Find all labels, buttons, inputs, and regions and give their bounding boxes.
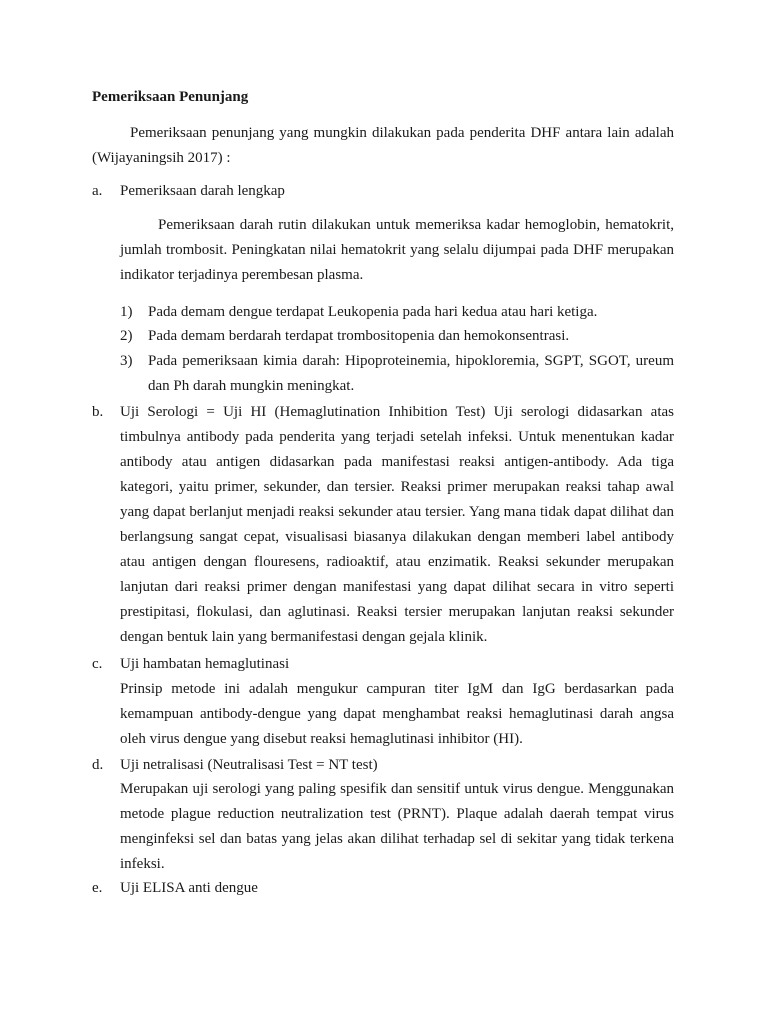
item-c-letter: c. bbox=[92, 656, 103, 672]
list-item-2-number: 2) bbox=[120, 328, 133, 344]
list-item-3-number: 3) bbox=[120, 353, 133, 369]
item-c-body: Prinsip metode ini adalah mengukur campuran titer IgM dan IgG berdasarkan pada kemampuan antibody-dengue yang dapat menghambat reaksi hemaglutinasi darah angsa oleh virus dengue yang disebut reaksi hemaglutinasi inhibitor (HI). bbox=[120, 681, 674, 747]
list-item-1-number: 1) bbox=[120, 304, 133, 320]
item-a-title: Pemeriksaan darah lengkap bbox=[120, 183, 285, 199]
list-item-2-text: Pada demam berdarah terdapat trombositopenia dan hemokonsentrasi. bbox=[148, 328, 570, 344]
item-e-title: Uji ELISA anti dengue bbox=[120, 880, 258, 896]
item-d-title: Uji netralisasi (Neutralisasi Test = NT test) bbox=[120, 757, 378, 773]
item-d-letter: d. bbox=[92, 757, 104, 773]
item-b-letter: b. bbox=[92, 404, 104, 420]
list-item-1-text: Pada demam dengue terdapat Leukopenia pada hari kedua atau hari ketiga. bbox=[148, 304, 598, 320]
section-heading: Pemeriksaan Penunjang bbox=[92, 89, 249, 105]
intro-paragraph: Pemeriksaan penunjang yang mungkin dilakukan pada penderita DHF antara lain adalah (Wijayaningsih 2017) : bbox=[92, 125, 674, 166]
item-b-body: Uji Serologi = Uji HI (Hemaglutination Inhibition Test) Uji serologi didasarkan atas timbulnya antibody pada penderita yang terjadi setelah infeksi. Untuk menentukan kadar antibody atau antigen didasarkan pada manifestasi reaksi antigen-antibody. Ada tiga kategori, yaitu primer, sekunder, dan tersier. Reaksi primer merupakan reaksi tahap awal yang dapat berlanjut menjadi reaksi sekunder atau tersier. Yang mana tidak dapat dilihat dan berlangsung sangat cepat, visualisasi biasanya dilakukan dengan memberi label antibody atau antigen dengan flouresens, radioaktif, atau enzimatik. Reaksi sekunder merupakan lanjutan dari reaksi primer dengan manifestasi yang dapat dilihat secara in vitro seperti prestipitasi, flokulasi, dan aglutinasi. Reaksi tersier merupakan lanjutan reaksi sekunder dengan bentuk lain yang bermanifestasi dengan gejala klinik. bbox=[120, 404, 674, 645]
item-c-title: Uji hambatan hemaglutinasi bbox=[120, 656, 290, 672]
list-item-3-text: Pada pemeriksaan kimia darah: Hipoproteinemia, hipokloremia, SGPT, SGOT, ureum dan Ph darah mungkin meningkat. bbox=[148, 353, 674, 394]
item-d-body: Merupakan uji serologi yang paling spesifik dan sensitif untuk virus dengue. Menggunakan metode plague reduction neutralization test (PRNT). Plaque adalah daerah tempat virus menginfeksi sel dan batas yang jelas akan dilihat terhadap sel di sekitar yang tidak terkena infeksi. bbox=[120, 781, 674, 872]
item-a-body: Pemeriksaan darah rutin dilakukan untuk memeriksa kadar hemoglobin, hematokrit, jumlah trombosit. Peningkatan nilai hematokrit yang selalu dijumpai pada DHF merupakan indikator terjadinya perembesan plasma. bbox=[120, 217, 674, 283]
item-a-letter: a. bbox=[92, 183, 103, 199]
item-e-letter: e. bbox=[92, 880, 103, 896]
